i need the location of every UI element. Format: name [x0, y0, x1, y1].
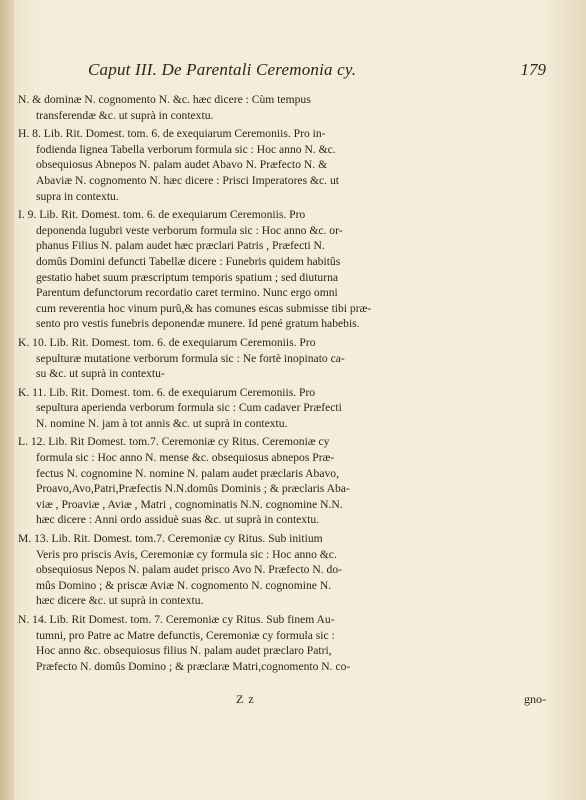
- text-line: su &c. ut suprà in contextu-: [36, 367, 165, 381]
- page-gutter: [0, 0, 14, 800]
- catchword: gno-: [524, 692, 546, 706]
- footnote-entry: [18, 385, 548, 432]
- text-line: M. 13. Lib. Rit. Domest. tom.7. Ceremoniæ cy Ritus. Sub initium: [18, 532, 323, 546]
- text-line: hæc dicere &c. ut suprà in contextu.: [36, 594, 204, 608]
- footnote-entry: [18, 207, 548, 332]
- signature-mark: Z z: [236, 692, 255, 706]
- footnote-entry: [18, 126, 548, 204]
- text-line: Abaviæ N. cognomento N. hæc dicere : Prisci Imperatores &c. ut: [36, 173, 339, 187]
- text-line: sepultura aperienda verborum formula sic : Cum cadaver Præfecti: [36, 401, 342, 415]
- text-line: tumni, pro Patre ac Matre defunctis, Ceremoniæ cy formula sic :: [36, 628, 335, 642]
- page-number: 179: [520, 60, 546, 79]
- text-line: domûs Domini defuncti Tabellæ dicere : Funebris quidem habitûs: [36, 254, 341, 268]
- text-line: hæc dicere : Anni ordo assiduè suas &c. ut suprà in contextu.: [36, 513, 320, 527]
- text-line: obsequiosus Abnepos N. palam audet Abavo N. Præfecto N. &: [36, 158, 328, 172]
- text-line: obsequiosus Nepos N. palam audet prisco Avo N. Præfecto N. do-: [36, 563, 343, 577]
- text-line: phanus Filius N. palam audet hæc præclari Patris , Præfecti N.: [36, 239, 325, 253]
- text-line: fodienda lignea Tabella verborum formula sic : Hoc anno N. &c.: [36, 142, 336, 156]
- text-line: L. 12. Lib. Rit Domest. tom.7. Ceremoniæ cy Ritus. Ceremoniæ cy: [18, 435, 330, 449]
- text-line: K. 11. Lib. Rit. Domest. tom. 6. de exequiarum Ceremoniis. Pro: [18, 385, 316, 399]
- text-line: Hoc anno &c. obsequiosus filius N. palam audet præclaro Patri,: [36, 644, 332, 658]
- text-line: H. 8. Lib. Rit. Domest. tom. 6. de exequiarum Ceremoniis. Pro in-: [18, 127, 326, 141]
- text-line: transferendæ &c. ut suprà in contextu.: [36, 108, 214, 122]
- text-line: K. 10. Lib. Rit. Domest. tom. 6. de exequiarum Ceremoniis. Pro: [18, 335, 316, 349]
- text-line: N. & dominæ N. cognomento N. &c. hæc dicere : Cùm tempus: [18, 93, 311, 106]
- text-line: deponenda lugubri veste verborum formula sic : Hoc anno &c. or-: [36, 223, 343, 237]
- text-line: gestatio habet suum præscriptum temporis spatium ; sed diuturna: [36, 270, 339, 284]
- text-line: mûs Domino ; & priscæ Aviæ N. cognomento N. cognomine N.: [36, 578, 332, 592]
- page-body: [18, 92, 548, 677]
- text-line: Præfecto N. domûs Domino ; & præclaræ Matri,cognomento N. co-: [36, 659, 351, 673]
- text-line: sepulturæ mutatione verborum formula sic : Ne fortè inopinato ca-: [36, 351, 345, 365]
- footnote-entry: [18, 335, 548, 382]
- footnote-entry: [18, 92, 548, 123]
- running-title: Caput III. De Parentali Ceremonia cy.: [88, 60, 357, 79]
- text-line: fectus N. cognomine N. nomine N. palam audet præclaris Abavo,: [36, 466, 339, 480]
- text-line: N. 14. Lib. Rit Domest. tom. 7. Ceremoniæ cy Ritus. Sub finem Au-: [18, 613, 335, 626]
- text-line: Proavo,Avo,Patri,Præfectis N.N.domûs Dominis ; & præclaris Aba-: [36, 482, 350, 496]
- text-line: I. 9. Lib. Rit. Domest. tom. 6. de exequiarum Ceremoniis. Pro: [18, 208, 306, 222]
- text-line: sento pro vestis funebris deponendæ munere. Id pené gratum habebis.: [36, 317, 360, 331]
- footnote-entry: [18, 434, 548, 528]
- running-header: [60, 60, 546, 84]
- text-line: Parentum defunctorum recordatio caret termino. Nunc ergo omni: [36, 286, 338, 300]
- text-line: N. nomine N. jam à tot annis &c. ut suprà in contextu.: [36, 416, 288, 430]
- footnote-entry: [18, 531, 548, 609]
- page-footer: [60, 692, 546, 710]
- text-line: supra in contextu.: [36, 189, 119, 203]
- footnote-entry: [18, 612, 548, 674]
- text-line: Veris pro priscis Avis, Ceremoniæ cy formula sic : Hoc anno &c.: [36, 547, 337, 561]
- text-line: viæ , Proaviæ , Aviæ , Matri , cognominatis N.N. cognomine N.N.: [36, 497, 343, 511]
- text-line: cum reverentia hoc vinum purũ,& has comunes escas submisse tibi præ-: [36, 301, 372, 315]
- text-line: formula sic : Hoc anno N. mense &c. obsequiosus abnepos Præ-: [36, 451, 335, 465]
